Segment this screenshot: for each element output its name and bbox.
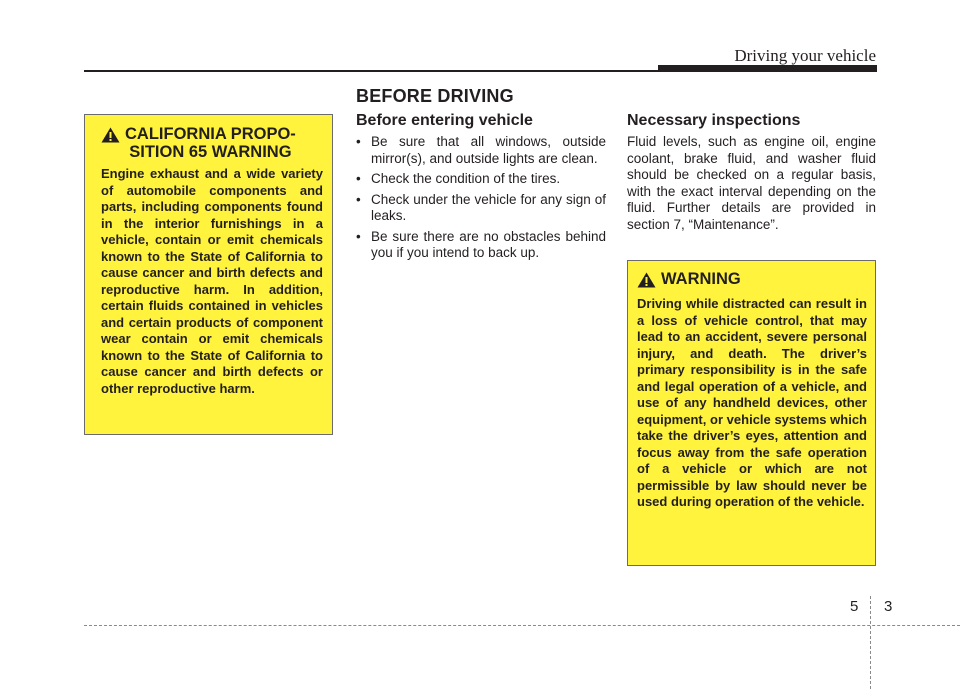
list-item: • Be sure that all windows, outside mirror(s), and outside lights are clean.	[356, 134, 606, 166]
list-item-text: Be sure that all windows, outside mirror(s), and outside lights are clean.	[371, 134, 606, 166]
distraction-warning-box	[627, 260, 876, 566]
footer-divider	[870, 596, 871, 689]
warning-body: Driving while distracted can result in a loss of vehicle control, that may lead to an accident, severe personal injury, and death. The driver’s primary responsibility is in the safe and legal operation of a vehicle, and use of any handheld devices, other equipment, or vehicle systems which take the driver’s eyes, attention and focus away from the safe operation of a vehicle or which are not permissible by law should never be used during operation of the vehicle.	[637, 296, 867, 509]
header-rule	[84, 70, 662, 72]
necessary-inspections-body: Fluid levels, such as engine oil, engine coolant, brake fluid, and washer fluid should be checked on a regular basis, with the exact interval depending on the fluid. Further details are provided in section 7, “Maintenance”.	[627, 134, 876, 232]
california-warning-box	[84, 114, 333, 435]
list-item: • Check under the vehicle for any sign of leaks.	[356, 191, 606, 223]
page-number: 3	[884, 598, 893, 615]
warning-triangle-icon	[101, 127, 120, 143]
list-item-text: Check the condition of the tires.	[371, 171, 561, 186]
california-warning-title	[125, 125, 296, 161]
california-warning-title-line1: CALIFORNIA PROPO-	[125, 125, 296, 143]
necessary-inspections-heading: Necessary inspections	[627, 112, 801, 129]
section-number: 5	[850, 598, 859, 615]
california-warning-title-line2: SITION 65 WARNING	[129, 143, 292, 161]
before-entering-heading: Before entering vehicle	[356, 112, 533, 129]
section-heading: BEFORE DRIVING	[356, 86, 514, 106]
list-item-text: Be sure there are no obstacles behind you if you intend to back up.	[371, 228, 606, 260]
list-item: • Check the condition of the tires.	[356, 171, 561, 186]
header-rule-thick	[658, 65, 877, 72]
california-warning-body: Engine exhaust and a wide variety of automobile components and parts, including components found in the interior furnishings in a vehicle, contain or emit chemicals known to the State of California to cause cancer and birth defects and reproductive harm. In addition, certain fluids contained in vehicles and certain products of component wear contain or emit chemicals known to the State of California to cause cancer and birth defects or other reproductive harm.	[101, 166, 323, 396]
warning-triangle-icon	[637, 272, 656, 288]
before-entering-list	[356, 134, 606, 266]
footer-rule	[84, 625, 960, 626]
list-item-text: Check under the vehicle for any sign of leaks.	[371, 191, 606, 223]
warning-title: WARNING	[661, 270, 741, 288]
chapter-title: Driving your vehicle	[734, 46, 876, 65]
list-item: • Be sure there are no obstacles behind you if you intend to back up.	[356, 228, 606, 260]
